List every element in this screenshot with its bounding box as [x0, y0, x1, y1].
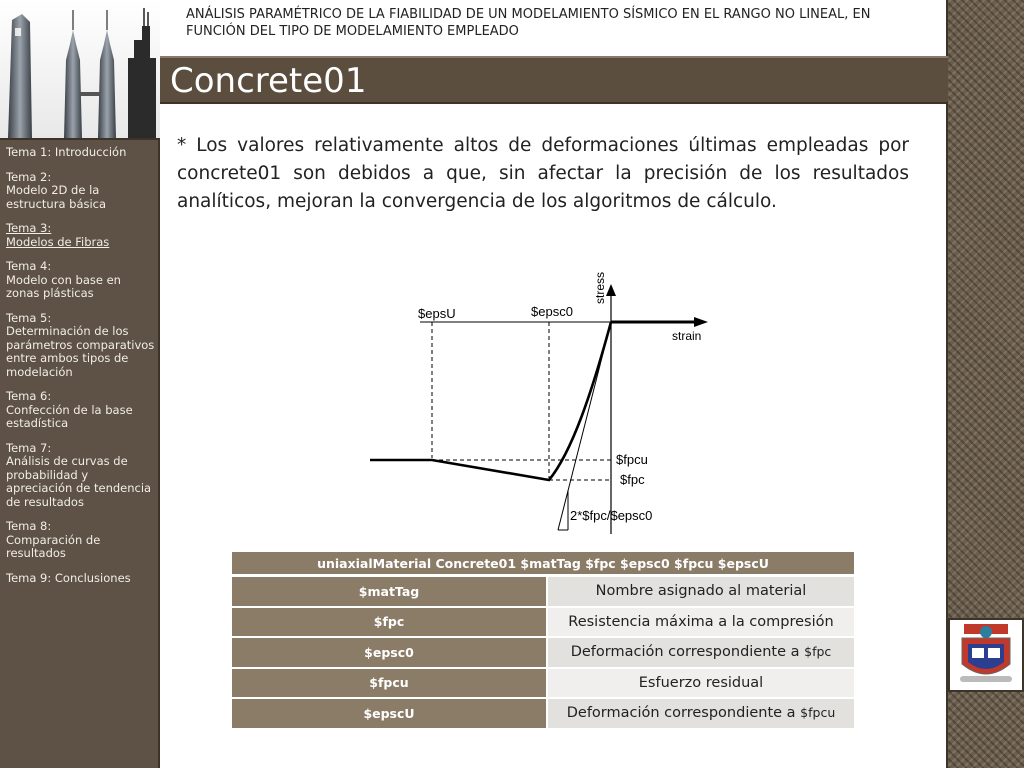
- epsU-label: $epsU: [418, 306, 456, 321]
- param-value: [548, 699, 854, 730]
- param-key: $fpc: [232, 608, 548, 639]
- page-title: Concrete01: [170, 61, 367, 101]
- strain-axis-arrow-icon: [694, 317, 708, 327]
- nav-item-sub: Modelo con base en zonas plásticas: [6, 272, 121, 300]
- page-subtitle: ANÁLISIS PARAMÉTRICO DE LA FIABILIDAD DE UN MODELAMIENTO SÍSMICO EN EL RANGO NO LINEAL, EN FUNCIÓN DEL TIPO DE MODELAMIENTO EMPLEADO: [186, 7, 871, 39]
- strain-label: strain: [672, 329, 702, 343]
- nav-item-head: Tema 6:: [6, 389, 52, 403]
- nav-item-head: Tema 1: Introducción: [6, 145, 127, 159]
- param-value: [548, 608, 854, 639]
- nav-item-head: Tema 4:: [6, 259, 52, 273]
- nav-item-head: Tema 9: Conclusiones: [6, 570, 131, 585]
- param-value: [548, 577, 854, 608]
- table-row: [232, 608, 854, 639]
- nav-item-tema-9[interactable]: [6, 572, 156, 586]
- nav-item-tema-4[interactable]: [6, 260, 156, 301]
- stress-strain-curve: [370, 322, 611, 480]
- stress-axis-arrow-icon: [606, 284, 616, 296]
- sidebar: [0, 0, 160, 768]
- nav-item-tema-7[interactable]: [6, 442, 156, 510]
- skyscrapers-image: [0, 0, 160, 140]
- param-key: $epscU: [232, 699, 548, 730]
- nav-item-sub: Modelos de Fibras: [6, 234, 110, 249]
- param-value: [548, 638, 854, 669]
- param-value-text: Esfuerzo residual: [638, 674, 764, 691]
- epsc0-label: $epsc0: [531, 304, 573, 319]
- title-bar: [160, 56, 948, 104]
- nav-item-tema-8[interactable]: [6, 520, 156, 561]
- nav-item-head: Tema 2:: [6, 169, 52, 184]
- fpcu-label: $fpcu: [616, 452, 648, 467]
- stress-label: stress: [593, 271, 607, 304]
- nav-item-head: Tema 5:: [6, 310, 52, 325]
- table-row: [232, 669, 854, 700]
- nav-item-sub: Determinación de los parámetros comparativos entre ambos tipos de modelación: [6, 324, 155, 379]
- param-value-text: Resistencia máxima a la compresión: [568, 613, 834, 630]
- skyscrapers-logo: [0, 0, 160, 140]
- param-value-suffix: $fpcu: [800, 705, 836, 721]
- nav-item-tema-1[interactable]: [6, 146, 156, 160]
- nav-item-tema-6[interactable]: [6, 390, 156, 431]
- nav-item-sub: Confección de la base estadística: [6, 402, 133, 430]
- param-key: $epsc0: [232, 638, 548, 669]
- param-key: $fpcu: [232, 669, 548, 700]
- nav-item-head: Tema 8:: [6, 519, 52, 533]
- topic-nav: [6, 146, 156, 596]
- param-value-text: Deformación correspondiente a: [566, 705, 801, 722]
- body-paragraph: * Los valores relativamente altos de deformaciones últimas empleadas por concrete01 son debidos a que, sin afectar la precisión de los resultados analíticos, mejoran la convergencia de los algoritmos de cálculo.: [177, 135, 909, 212]
- nav-item-head: Tema 3:: [6, 221, 52, 235]
- param-value-suffix: $fpc: [804, 644, 832, 660]
- slope-label: 2*$fpc/$epsc0: [570, 508, 653, 523]
- table-header-row: [232, 552, 854, 577]
- concrete01-stress-strain-diagram: [360, 262, 710, 538]
- table-header: uniaxialMaterial Concrete01 $matTag $fpc $epsc0 $fpcu $epscU: [232, 552, 854, 577]
- nav-item-head: Tema 7:: [6, 440, 52, 455]
- table-row: [232, 638, 854, 669]
- table-row: [232, 577, 854, 608]
- nav-item-tema-3[interactable]: [6, 222, 156, 249]
- nav-item-tema-2[interactable]: [6, 171, 156, 212]
- nav-item-tema-5[interactable]: [6, 312, 156, 380]
- university-crest-icon: [948, 618, 1024, 692]
- param-value-text: Deformación correspondiente a: [570, 644, 805, 661]
- param-value: [548, 669, 854, 700]
- fpc-label: $fpc: [620, 472, 645, 487]
- table-row: [232, 699, 854, 730]
- nav-item-sub: Análisis de curvas de probabilidad y apreciación de tendencia de resultados: [6, 454, 152, 509]
- parameter-table: [232, 552, 854, 730]
- param-key: $matTag: [232, 577, 548, 608]
- nav-item-sub: Comparación de resultados: [6, 532, 101, 560]
- nav-item-sub: Modelo 2D de la estructura básica: [6, 183, 107, 211]
- param-value-text: Nombre asignado al material: [595, 583, 807, 600]
